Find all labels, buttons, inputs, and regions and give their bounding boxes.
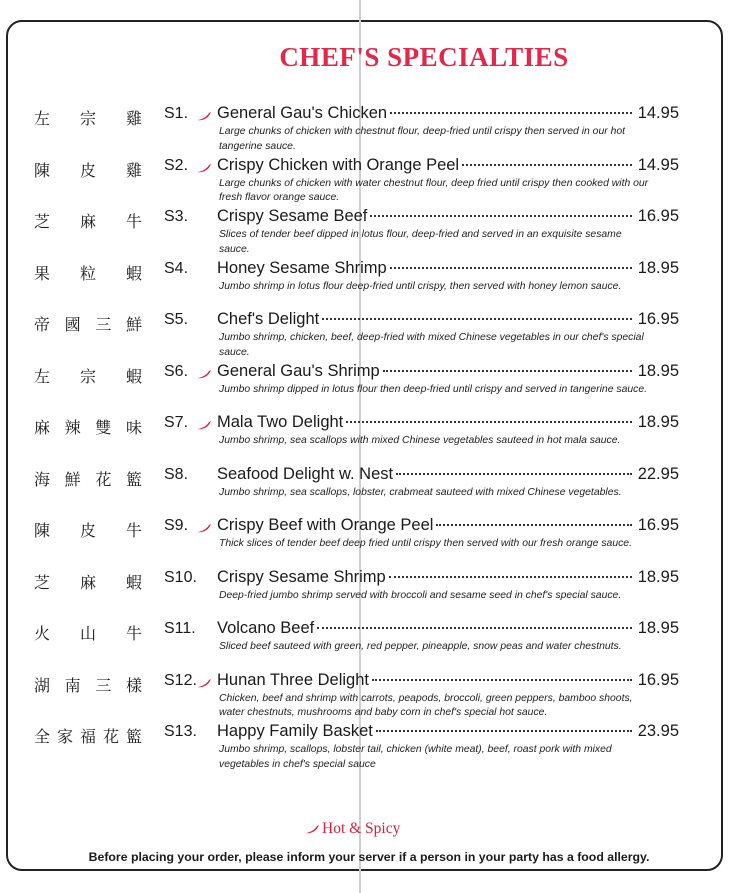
item-description: Chicken, beef and shrimp with carrots, peapods, broccoli, green peppers, bamboo shoots, water chestnuts, mushrooms and baby corn in chef's special hot sauce. (219, 692, 633, 718)
item-description: Jumbo shrimp, sea scallops with mixed Chinese vegetables sauteed in hot mala sauce. (219, 435, 621, 446)
chinese-char: 蝦 (125, 263, 142, 283)
item-name: Crispy Chicken with Orange Peel (217, 155, 460, 174)
dot-leader (383, 370, 632, 372)
chili-pepper-icon (196, 523, 212, 533)
item-name: Honey Sesame Shrimp (217, 258, 387, 277)
chinese-char: 皮 (79, 160, 96, 180)
dot-leader (396, 473, 632, 475)
menu-item (0, 104, 738, 156)
item-price: 16.95 (637, 310, 679, 328)
menu-item (0, 619, 738, 671)
dot-leader (370, 215, 631, 217)
chinese-char: 國 (64, 315, 81, 334)
item-description: Deep-fried jumbo shrimp served with broccoli and sesame seed in chef's special sauce. (219, 589, 622, 601)
chinese-char: 芝 (34, 572, 51, 592)
dot-leader (390, 267, 632, 269)
chinese-name (34, 467, 142, 490)
chinese-char: 雞 (125, 160, 142, 180)
chinese-char: 福 (79, 727, 96, 746)
chinese-char: 樣 (125, 675, 142, 695)
chinese-char: 左 (34, 366, 51, 386)
item-description: Large chunks of chicken with water chestnut flour, deep fried until crispy then cooked with our fresh flavor orange sauce. (219, 177, 649, 203)
dot-leader (462, 164, 632, 166)
menu-item (0, 362, 738, 414)
item-code: S6. (164, 362, 189, 380)
item-name-line (217, 362, 679, 381)
chinese-char: 果 (34, 263, 51, 283)
chinese-char: 雞 (125, 109, 142, 128)
chinese-name (34, 415, 142, 438)
item-name: Crispy Beef with Orange Peel (217, 516, 434, 534)
chinese-char: 籃 (125, 469, 142, 489)
item-price: 16.95 (637, 207, 679, 225)
item-description: Jumbo shrimp, sea scallops, lobster, crabmeat sauteed with mixed Chinese vegetables. (219, 486, 622, 498)
item-price: 22.95 (637, 464, 679, 483)
item-description: Jumbo shrimp, scallops, lobster tail, chicken (white meat), beef, roast pork with mixed vegetables in chef's special sauce (219, 744, 612, 770)
item-name-line (217, 568, 679, 587)
chili-pepper-icon (196, 420, 212, 430)
chinese-char: 麻 (79, 572, 96, 592)
chinese-char: 蝦 (125, 366, 142, 386)
menu-title: CHEF'S SPECIALTIES (279, 42, 569, 72)
item-name-line (217, 722, 679, 741)
item-price: 18.95 (637, 413, 679, 431)
item-description: Jumbo shrimp in lotus flour deep-fried until crispy, then served with honey lemon sauce. (219, 280, 622, 292)
item-name-line (217, 413, 679, 432)
item-price: 14.95 (637, 104, 679, 122)
chinese-char: 粒 (79, 263, 96, 283)
item-price: 18.95 (637, 361, 679, 380)
chinese-char: 陳 (34, 160, 51, 180)
item-price: 14.95 (637, 155, 679, 174)
item-name-line (217, 156, 679, 175)
dot-leader (346, 421, 631, 423)
item-code: S12. (164, 671, 197, 689)
item-name-line (217, 671, 679, 690)
dot-leader (317, 627, 631, 629)
chinese-char: 牛 (125, 624, 142, 643)
menu-item (0, 310, 738, 362)
item-name: Volcano Beef (217, 619, 315, 637)
item-name: General Gau's Chicken (217, 104, 388, 122)
dot-leader (389, 576, 632, 578)
item-name: Crispy Sesame Shrimp (217, 567, 386, 586)
item-name-line (217, 207, 679, 226)
item-name-line (217, 516, 679, 535)
chinese-char: 宗 (79, 109, 96, 128)
menu-item-list (0, 104, 738, 774)
item-description: Slices of tender beef dipped in lotus flour, deep-fried and served in an exquisite sesame sauce. (219, 229, 622, 255)
chinese-char: 麻 (79, 212, 96, 231)
chinese-char: 火 (34, 624, 51, 643)
chinese-char: 鮮 (64, 469, 81, 489)
chinese-char: 帝 (34, 315, 51, 334)
chinese-char: 雙 (95, 418, 112, 437)
dot-leader (436, 524, 631, 526)
chinese-char: 三 (95, 675, 112, 695)
item-name: Happy Family Basket (217, 722, 373, 740)
chinese-name (34, 621, 142, 644)
chinese-char: 辣 (64, 418, 81, 437)
chili-pepper-icon (196, 163, 212, 173)
item-price: 18.95 (637, 258, 679, 277)
chinese-name (34, 261, 142, 284)
menu-item (0, 413, 738, 465)
item-price: 16.95 (637, 516, 679, 534)
chinese-char: 皮 (79, 521, 96, 540)
chinese-char: 陳 (34, 521, 51, 540)
item-code: S13. (164, 723, 197, 740)
dot-leader (390, 112, 632, 114)
item-code: S5. (164, 311, 189, 328)
chinese-char: 花 (102, 727, 119, 746)
item-code: S11. (164, 620, 196, 637)
dot-leader (376, 730, 632, 732)
chinese-char: 牛 (125, 521, 142, 540)
item-name: Crispy Sesame Beef (217, 207, 368, 225)
menu-item (0, 207, 738, 259)
chinese-char: 芝 (34, 212, 51, 231)
menu-item (0, 671, 738, 723)
item-name-line (217, 310, 679, 329)
chinese-char: 左 (34, 109, 51, 128)
item-price: 18.95 (637, 567, 679, 586)
chinese-name (34, 312, 142, 335)
chili-pepper-icon (196, 678, 212, 688)
menu-item (0, 568, 738, 620)
chinese-name (34, 724, 142, 747)
chinese-name (34, 364, 142, 387)
chinese-name (34, 570, 142, 593)
chili-pepper-icon (196, 369, 212, 379)
chinese-char: 全 (34, 727, 51, 746)
chinese-char: 家 (56, 727, 73, 746)
chinese-char: 山 (79, 624, 96, 643)
chinese-char: 三 (95, 315, 112, 334)
chinese-char: 籃 (125, 727, 142, 746)
menu-item (0, 516, 738, 568)
chinese-char: 牛 (125, 212, 142, 231)
spicy-legend-label: Hot & Spicy (322, 820, 401, 837)
item-name: Mala Two Delight (217, 413, 344, 431)
item-name: Seafood Delight w. Nest (217, 464, 394, 483)
item-code: S10. (164, 568, 197, 586)
chinese-name (34, 106, 142, 129)
menu-item (0, 156, 738, 208)
dot-leader (372, 679, 632, 681)
menu-item (0, 259, 738, 311)
item-name: Chef's Delight (217, 310, 320, 328)
item-code: S8. (164, 465, 189, 483)
dot-leader (322, 318, 632, 320)
item-description: Jumbo shrimp dipped in lotus flour then deep-fried until crispy and served in tangerine sauce. (219, 383, 647, 395)
item-name: Hunan Three Delight (217, 670, 369, 689)
chinese-char: 鮮 (125, 315, 142, 334)
menu-item (0, 722, 738, 774)
allergy-notice: Before placing your order, please inform your server if a person in your party has a food allergy. (88, 850, 650, 864)
chili-pepper-icon (196, 111, 212, 121)
chinese-char: 味 (125, 418, 142, 437)
item-name-line (217, 465, 679, 484)
item-name-line (217, 619, 679, 638)
item-code: S7. (164, 414, 189, 431)
item-name: General Gau's Shrimp (217, 361, 380, 380)
item-description: Sliced beef sauteed with green, red pepper, pineapple, snow peas and water chestnuts. (219, 641, 622, 652)
item-price: 16.95 (637, 670, 679, 689)
item-name-line (217, 259, 679, 278)
chinese-char: 湖 (34, 675, 51, 695)
chinese-name (34, 209, 142, 232)
item-description: Jumbo shrimp, chicken, beef, deep-fried with mixed Chinese vegetables in our chef's special sauce. (219, 332, 644, 358)
chinese-name (34, 158, 142, 181)
chinese-name (34, 673, 142, 696)
item-price: 23.95 (637, 722, 679, 740)
item-code: S4. (164, 259, 189, 277)
item-code: S3. (164, 208, 189, 225)
item-description: Thick slices of tender beef deep fried until crispy then served with our fresh orange sauce. (219, 538, 632, 549)
menu-item (0, 465, 738, 517)
item-code: S1. (164, 105, 189, 122)
item-code: S9. (164, 517, 189, 534)
chinese-char: 海 (34, 469, 51, 489)
chinese-char: 麻 (34, 418, 51, 437)
item-name-line (217, 104, 679, 123)
chinese-char: 宗 (79, 366, 96, 386)
chili-pepper-icon (304, 824, 320, 834)
chinese-char: 南 (64, 675, 81, 695)
item-price: 18.95 (637, 619, 679, 637)
item-description: Large chunks of chicken with chestnut flour, deep-fried until crispy then served in our hot tangerine sauce. (219, 126, 626, 152)
item-code: S2. (164, 156, 189, 174)
chinese-char: 花 (95, 469, 112, 489)
chinese-char: 蝦 (125, 572, 142, 592)
chinese-name (34, 518, 142, 541)
spicy-legend (304, 820, 400, 838)
